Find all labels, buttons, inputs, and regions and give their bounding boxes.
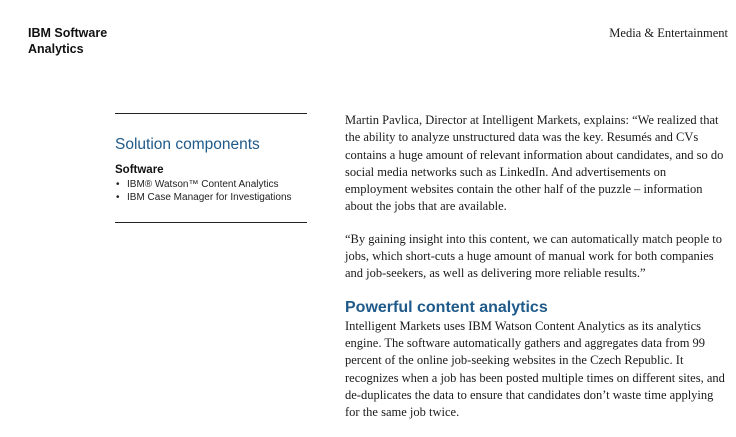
- quote-paragraph-2: “By gaining insight into this content, we can automatically match people to jobs, which short-cuts a huge amount of manual work for both companies and job-seekers, as well as delivering more reliable results.”: [345, 231, 722, 281]
- brand-block: [28, 25, 107, 57]
- brand-name: IBM Software: [28, 26, 108, 40]
- software-heading: Software: [115, 164, 164, 176]
- bottom-divider: [115, 222, 307, 223]
- top-divider: [115, 113, 307, 114]
- section-heading: Powerful content analytics: [345, 298, 548, 316]
- software-list: [115, 178, 307, 204]
- brand-division: Analytics: [28, 42, 84, 56]
- quote-paragraph-1: Martin Pavlica, Director at Intelligent Markets, explains: “We realized that the ability to analyze unstructured data was the key. Resumés and CVs contains a huge amount of relevant information about candidates, and so do social media networks such as LinkedIn. And advertisements on employment websites contain the other half of the puzzle – information about the jobs that are available.: [345, 113, 724, 214]
- solution-components-sidebar: [115, 113, 307, 223]
- software-item-case-manager: • IBM Case Manager for Investigations: [115, 191, 307, 204]
- software-item-watson: • IBM® Watson™ Content Analytics: [115, 178, 307, 191]
- sidebar-title: Solution components: [115, 136, 260, 153]
- main-column: [345, 112, 730, 421]
- industry-label: Media & Entertainment: [609, 26, 728, 40]
- body-paragraph: Intelligent Markets uses IBM Watson Content Analytics as its analytics engine. The software automatically gathers and aggregates data from 99 percent of the online job-seeking websites in the Czech Republic. It recognizes when a job has been posted multiple times on different sites, and de-duplicates the data to ensure that candidates don’t waste time applying for the same job twice.: [345, 318, 725, 420]
